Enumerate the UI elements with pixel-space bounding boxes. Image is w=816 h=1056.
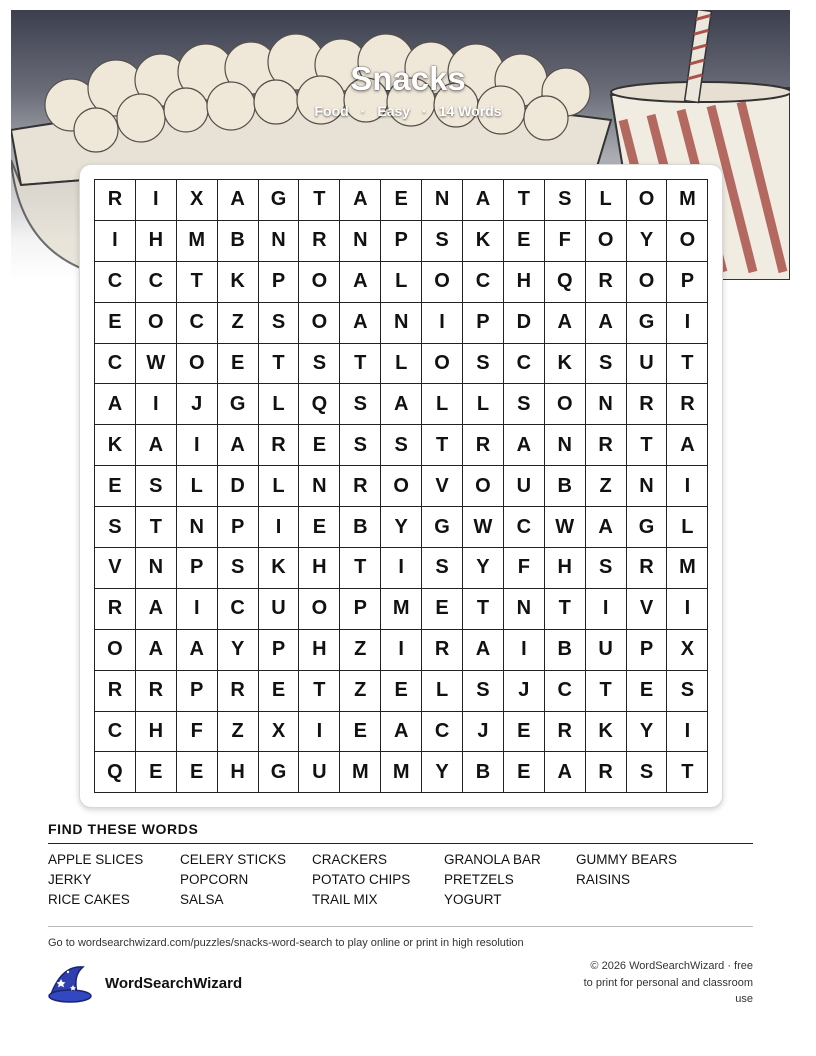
grid-cell[interactable]: O [299, 303, 340, 344]
grid-cell[interactable]: E [627, 671, 668, 712]
grid-cell[interactable]: X [667, 630, 708, 671]
grid-cell[interactable]: L [463, 384, 504, 425]
grid-cell[interactable]: S [95, 507, 136, 548]
grid-cell[interactable]: T [340, 344, 381, 385]
grid-cell[interactable]: I [504, 630, 545, 671]
grid-cell[interactable]: S [422, 221, 463, 262]
grid-cell[interactable]: I [422, 303, 463, 344]
grid-cell[interactable]: H [299, 630, 340, 671]
grid-cell[interactable]: S [136, 466, 177, 507]
grid-cell[interactable]: D [504, 303, 545, 344]
grid-cell[interactable]: A [381, 712, 422, 753]
grid-cell[interactable]: S [667, 671, 708, 712]
grid-cell[interactable]: C [95, 262, 136, 303]
grid-cell[interactable]: L [422, 671, 463, 712]
grid-cell[interactable]: T [667, 344, 708, 385]
word-list-item: POPCORN [180, 872, 249, 887]
grid-cell[interactable]: L [381, 262, 422, 303]
grid-cell[interactable]: K [218, 262, 259, 303]
grid-cell[interactable]: L [667, 507, 708, 548]
grid-cell[interactable]: O [627, 180, 668, 221]
word-list-item: GUMMY BEARS [576, 852, 678, 867]
grid-cell[interactable]: Q [95, 752, 136, 793]
grid-cell[interactable]: A [95, 384, 136, 425]
grid-cell[interactable]: L [422, 384, 463, 425]
grid-cell[interactable]: F [504, 548, 545, 589]
grid-cell[interactable]: P [667, 262, 708, 303]
grid-cell[interactable]: S [340, 425, 381, 466]
grid-cell[interactable]: N [586, 384, 627, 425]
grid-cell[interactable]: R [422, 630, 463, 671]
grid-cell[interactable]: I [136, 180, 177, 221]
grid-cell[interactable]: R [218, 671, 259, 712]
grid-cell[interactable]: P [463, 303, 504, 344]
grid-cell[interactable]: T [504, 180, 545, 221]
grid-cell[interactable]: Y [381, 507, 422, 548]
grid-cell[interactable]: S [463, 344, 504, 385]
grid-cell[interactable]: J [177, 384, 218, 425]
wizard-hat-icon [47, 963, 93, 1003]
grid-cell[interactable]: O [381, 466, 422, 507]
grid-cell[interactable]: T [463, 589, 504, 630]
grid-cell[interactable]: S [259, 303, 300, 344]
grid-cell[interactable]: P [259, 630, 300, 671]
grid-cell[interactable]: C [504, 344, 545, 385]
grid-cell[interactable]: E [504, 221, 545, 262]
grid-cell[interactable]: P [177, 671, 218, 712]
grid-cell[interactable]: B [545, 630, 586, 671]
grid-cell[interactable]: A [136, 425, 177, 466]
grid-cell[interactable]: O [177, 344, 218, 385]
grid-cell[interactable]: Q [299, 384, 340, 425]
grid-cell[interactable]: R [95, 589, 136, 630]
grid-cell[interactable]: O [136, 303, 177, 344]
grid-cell[interactable]: X [259, 712, 300, 753]
grid-cell[interactable]: V [422, 466, 463, 507]
grid-cell[interactable]: S [504, 384, 545, 425]
grid-cell[interactable]: H [545, 548, 586, 589]
grid-cell[interactable]: G [259, 752, 300, 793]
grid-cell[interactable]: O [422, 262, 463, 303]
word-list-item: RAISINS [576, 872, 631, 887]
category-label: Food [314, 103, 349, 119]
grid-cell[interactable]: M [381, 752, 422, 793]
grid-cell[interactable]: R [627, 384, 668, 425]
grid-cell[interactable]: U [627, 344, 668, 385]
grid-cell[interactable]: N [177, 507, 218, 548]
grid-cell[interactable]: I [667, 712, 708, 753]
copyright-text: © 2026 WordSearchWizard · free to print for personal and classroom use [583, 960, 753, 1005]
grid-cell[interactable]: T [259, 344, 300, 385]
grid-cell[interactable]: T [667, 752, 708, 793]
footer-divider [48, 926, 753, 927]
grid-cell[interactable]: Y [627, 712, 668, 753]
word-list-item: YOGURT [444, 892, 502, 907]
grid-cell[interactable]: C [136, 262, 177, 303]
grid-cell[interactable]: N [422, 180, 463, 221]
puzzle-card [79, 164, 723, 808]
grid-cell[interactable]: R [667, 384, 708, 425]
grid-cell[interactable]: C [218, 589, 259, 630]
grid-cell[interactable]: N [259, 221, 300, 262]
grid-cell[interactable]: Z [218, 712, 259, 753]
grid-cell[interactable]: K [259, 548, 300, 589]
grid-cell[interactable]: I [667, 589, 708, 630]
grid-cell[interactable]: H [136, 712, 177, 753]
grid-cell[interactable]: R [586, 425, 627, 466]
grid-cell[interactable]: C [177, 303, 218, 344]
grid-cell[interactable]: G [422, 507, 463, 548]
grid-cell[interactable]: T [177, 262, 218, 303]
grid-cell[interactable]: N [504, 589, 545, 630]
grid-cell[interactable]: A [340, 303, 381, 344]
grid-cell[interactable]: T [340, 548, 381, 589]
grid-cell[interactable]: E [95, 303, 136, 344]
grid-cell[interactable]: R [95, 671, 136, 712]
grid-cell[interactable]: T [422, 425, 463, 466]
grid-cell[interactable]: U [504, 466, 545, 507]
grid-cell[interactable]: O [667, 221, 708, 262]
grid-cell[interactable]: R [95, 180, 136, 221]
grid-cell[interactable]: B [545, 466, 586, 507]
meta-separator: · [360, 103, 366, 119]
grid-cell[interactable]: K [95, 425, 136, 466]
grid-cell[interactable]: K [545, 344, 586, 385]
grid-cell[interactable]: I [177, 425, 218, 466]
grid-cell[interactable]: R [259, 425, 300, 466]
grid-cell[interactable]: T [545, 589, 586, 630]
grid-cell[interactable]: I [381, 548, 422, 589]
grid-cell[interactable]: N [381, 303, 422, 344]
grid-cell[interactable]: A [136, 630, 177, 671]
grid-cell[interactable]: Q [545, 262, 586, 303]
grid-cell[interactable]: A [545, 303, 586, 344]
grid-cell[interactable]: C [545, 671, 586, 712]
word-list-item: GRANOLA BAR [444, 852, 541, 867]
grid-cell[interactable]: A [667, 425, 708, 466]
grid-cell[interactable]: K [586, 712, 627, 753]
grid-cell[interactable]: A [381, 384, 422, 425]
grid-cell[interactable]: O [422, 344, 463, 385]
word-list-section [48, 821, 753, 912]
grid-cell[interactable]: S [422, 548, 463, 589]
grid-cell[interactable]: O [299, 589, 340, 630]
grid-cell[interactable]: C [95, 344, 136, 385]
grid-cell[interactable]: M [667, 548, 708, 589]
grid-cell[interactable]: S [545, 180, 586, 221]
grid-cell[interactable]: P [381, 221, 422, 262]
word-count-label: 14 Words [438, 103, 502, 119]
puzzle-title: Snacks [350, 60, 466, 97]
grid-cell[interactable]: A [463, 180, 504, 221]
grid-cell[interactable]: E [299, 507, 340, 548]
grid-cell[interactable]: R [586, 752, 627, 793]
grid-cell[interactable]: E [136, 752, 177, 793]
brand-name: WordSearchWizard [105, 974, 243, 992]
word-list-item: JERKY [48, 872, 92, 887]
grid-cell[interactable]: N [340, 221, 381, 262]
puzzle-meta [0, 103, 816, 119]
word-list-item: TRAIL MIX [312, 892, 378, 907]
brand-logo[interactable] [47, 963, 242, 1003]
grid-cell[interactable]: E [95, 466, 136, 507]
grid-cell[interactable]: L [586, 180, 627, 221]
grid-cell[interactable]: N [299, 466, 340, 507]
grid-cell[interactable]: F [177, 712, 218, 753]
grid-cell[interactable]: M [381, 589, 422, 630]
grid-cell[interactable]: J [463, 712, 504, 753]
grid-cell[interactable]: G [627, 303, 668, 344]
grid-cell[interactable]: O [545, 384, 586, 425]
grid-cell[interactable]: Z [218, 303, 259, 344]
grid-cell[interactable]: B [218, 221, 259, 262]
grid-cell[interactable]: E [381, 671, 422, 712]
grid-cell[interactable]: E [177, 752, 218, 793]
grid-cell[interactable]: Z [586, 466, 627, 507]
grid-cell[interactable]: A [218, 425, 259, 466]
grid-cell[interactable]: I [95, 221, 136, 262]
grid-cell[interactable]: C [422, 712, 463, 753]
grid-cell[interactable]: E [422, 589, 463, 630]
grid-cell[interactable]: H [136, 221, 177, 262]
grid-cell[interactable]: L [381, 344, 422, 385]
footer-link-text[interactable]: Go to wordsearchwizard.com/puzzles/snacks-word-search to play online or print in high resolution [48, 937, 524, 949]
grid-cell[interactable]: E [218, 344, 259, 385]
grid-cell[interactable]: S [627, 752, 668, 793]
grid-cell[interactable]: A [586, 507, 627, 548]
grid-cell[interactable]: T [586, 671, 627, 712]
grid-cell[interactable]: R [463, 425, 504, 466]
grid-cell[interactable]: R [627, 548, 668, 589]
grid-cell[interactable]: Y [218, 630, 259, 671]
grid-cell[interactable]: T [299, 671, 340, 712]
grid-cell[interactable]: H [504, 262, 545, 303]
grid-cell[interactable]: I [299, 712, 340, 753]
grid-cell[interactable]: O [299, 262, 340, 303]
grid-cell[interactable]: A [586, 303, 627, 344]
grid-cell[interactable]: G [627, 507, 668, 548]
grid-cell[interactable]: E [299, 425, 340, 466]
word-list-item: SALSA [180, 892, 224, 907]
word-list-item: CELERY STICKS [180, 852, 287, 867]
grid-cell[interactable]: H [299, 548, 340, 589]
grid-cell[interactable]: K [463, 221, 504, 262]
grid-cell[interactable]: S [586, 548, 627, 589]
grid-cell[interactable]: I [177, 589, 218, 630]
grid-cell[interactable]: W [545, 507, 586, 548]
grid-cell[interactable]: E [504, 752, 545, 793]
grid-cell[interactable]: U [299, 752, 340, 793]
grid-cell[interactable]: S [340, 384, 381, 425]
grid-cell[interactable]: I [667, 466, 708, 507]
word-list-item: POTATO CHIPS [312, 872, 411, 887]
grid-cell[interactable]: E [259, 671, 300, 712]
grid-cell[interactable]: A [340, 262, 381, 303]
grid-cell[interactable]: O [627, 262, 668, 303]
grid-cell[interactable]: R [586, 262, 627, 303]
grid-cell[interactable]: F [545, 221, 586, 262]
grid-cell[interactable]: W [463, 507, 504, 548]
grid-cell[interactable]: C [504, 507, 545, 548]
grid-cell[interactable]: S [463, 671, 504, 712]
grid-cell[interactable]: L [177, 466, 218, 507]
grid-cell[interactable]: H [218, 752, 259, 793]
grid-cell[interactable]: I [259, 507, 300, 548]
grid-cell[interactable]: M [177, 221, 218, 262]
word-list-item: RICE CAKES [48, 892, 130, 907]
grid-cell[interactable]: R [340, 466, 381, 507]
grid-cell[interactable]: E [381, 180, 422, 221]
grid-cell[interactable]: C [95, 712, 136, 753]
grid-cell[interactable]: P [177, 548, 218, 589]
grid-cell[interactable]: T [136, 507, 177, 548]
difficulty-label: Easy [377, 103, 411, 119]
grid-cell[interactable]: W [136, 344, 177, 385]
grid-cell[interactable]: O [95, 630, 136, 671]
grid-cell[interactable]: S [586, 344, 627, 385]
letter-grid [94, 179, 708, 793]
grid-cell[interactable]: C [463, 262, 504, 303]
grid-cell[interactable]: M [667, 180, 708, 221]
grid-cell[interactable]: O [586, 221, 627, 262]
grid-cell[interactable]: E [340, 712, 381, 753]
grid-cell[interactable]: I [586, 589, 627, 630]
grid-cell[interactable]: Z [340, 630, 381, 671]
grid-cell[interactable]: R [136, 671, 177, 712]
grid-cell[interactable]: A [340, 180, 381, 221]
grid-cell[interactable]: A [545, 752, 586, 793]
grid-cell[interactable]: A [177, 630, 218, 671]
grid-cell[interactable]: A [218, 180, 259, 221]
grid-cell[interactable]: A [136, 589, 177, 630]
grid-cell[interactable]: G [259, 180, 300, 221]
grid-cell[interactable]: Y [627, 221, 668, 262]
grid-cell[interactable]: V [95, 548, 136, 589]
grid-cell[interactable]: D [218, 466, 259, 507]
grid-cell[interactable]: A [504, 425, 545, 466]
grid-cell[interactable]: P [218, 507, 259, 548]
grid-cell[interactable]: I [381, 630, 422, 671]
word-list-heading: FIND THESE WORDS [48, 821, 753, 844]
grid-cell[interactable]: G [218, 384, 259, 425]
grid-cell[interactable]: B [340, 507, 381, 548]
grid-cell[interactable]: S [218, 548, 259, 589]
grid-cell[interactable]: P [340, 589, 381, 630]
word-list [48, 852, 753, 912]
grid-cell[interactable]: N [136, 548, 177, 589]
grid-cell[interactable]: P [627, 630, 668, 671]
grid-cell[interactable]: Y [463, 548, 504, 589]
word-list-item: APPLE SLICES [48, 852, 144, 867]
grid-cell[interactable]: Y [422, 752, 463, 793]
grid-cell[interactable]: E [504, 712, 545, 753]
grid-cell[interactable]: U [586, 630, 627, 671]
grid-cell[interactable]: M [340, 752, 381, 793]
grid-cell[interactable]: T [299, 180, 340, 221]
word-list-item: PRETZELS [444, 872, 514, 887]
grid-cell[interactable]: U [259, 589, 300, 630]
grid-cell[interactable]: R [545, 712, 586, 753]
grid-cell[interactable]: B [463, 752, 504, 793]
grid-cell[interactable]: P [259, 262, 300, 303]
grid-cell[interactable]: N [545, 425, 586, 466]
grid-cell[interactable]: S [299, 344, 340, 385]
meta-separator: · [422, 103, 427, 119]
grid-cell[interactable]: T [627, 425, 668, 466]
grid-cell[interactable]: X [177, 180, 218, 221]
grid-cell[interactable]: I [136, 384, 177, 425]
grid-cell[interactable]: S [381, 425, 422, 466]
grid-cell[interactable]: V [627, 589, 668, 630]
grid-cell[interactable]: I [667, 303, 708, 344]
grid-cell[interactable]: Z [340, 671, 381, 712]
grid-cell[interactable]: L [259, 384, 300, 425]
grid-cell[interactable]: R [299, 221, 340, 262]
grid-cell[interactable]: A [463, 630, 504, 671]
grid-cell[interactable]: J [504, 671, 545, 712]
grid-cell[interactable]: L [259, 466, 300, 507]
grid-cell[interactable]: O [463, 466, 504, 507]
word-list-item: CRACKERS [312, 852, 388, 867]
grid-cell[interactable]: N [627, 466, 668, 507]
